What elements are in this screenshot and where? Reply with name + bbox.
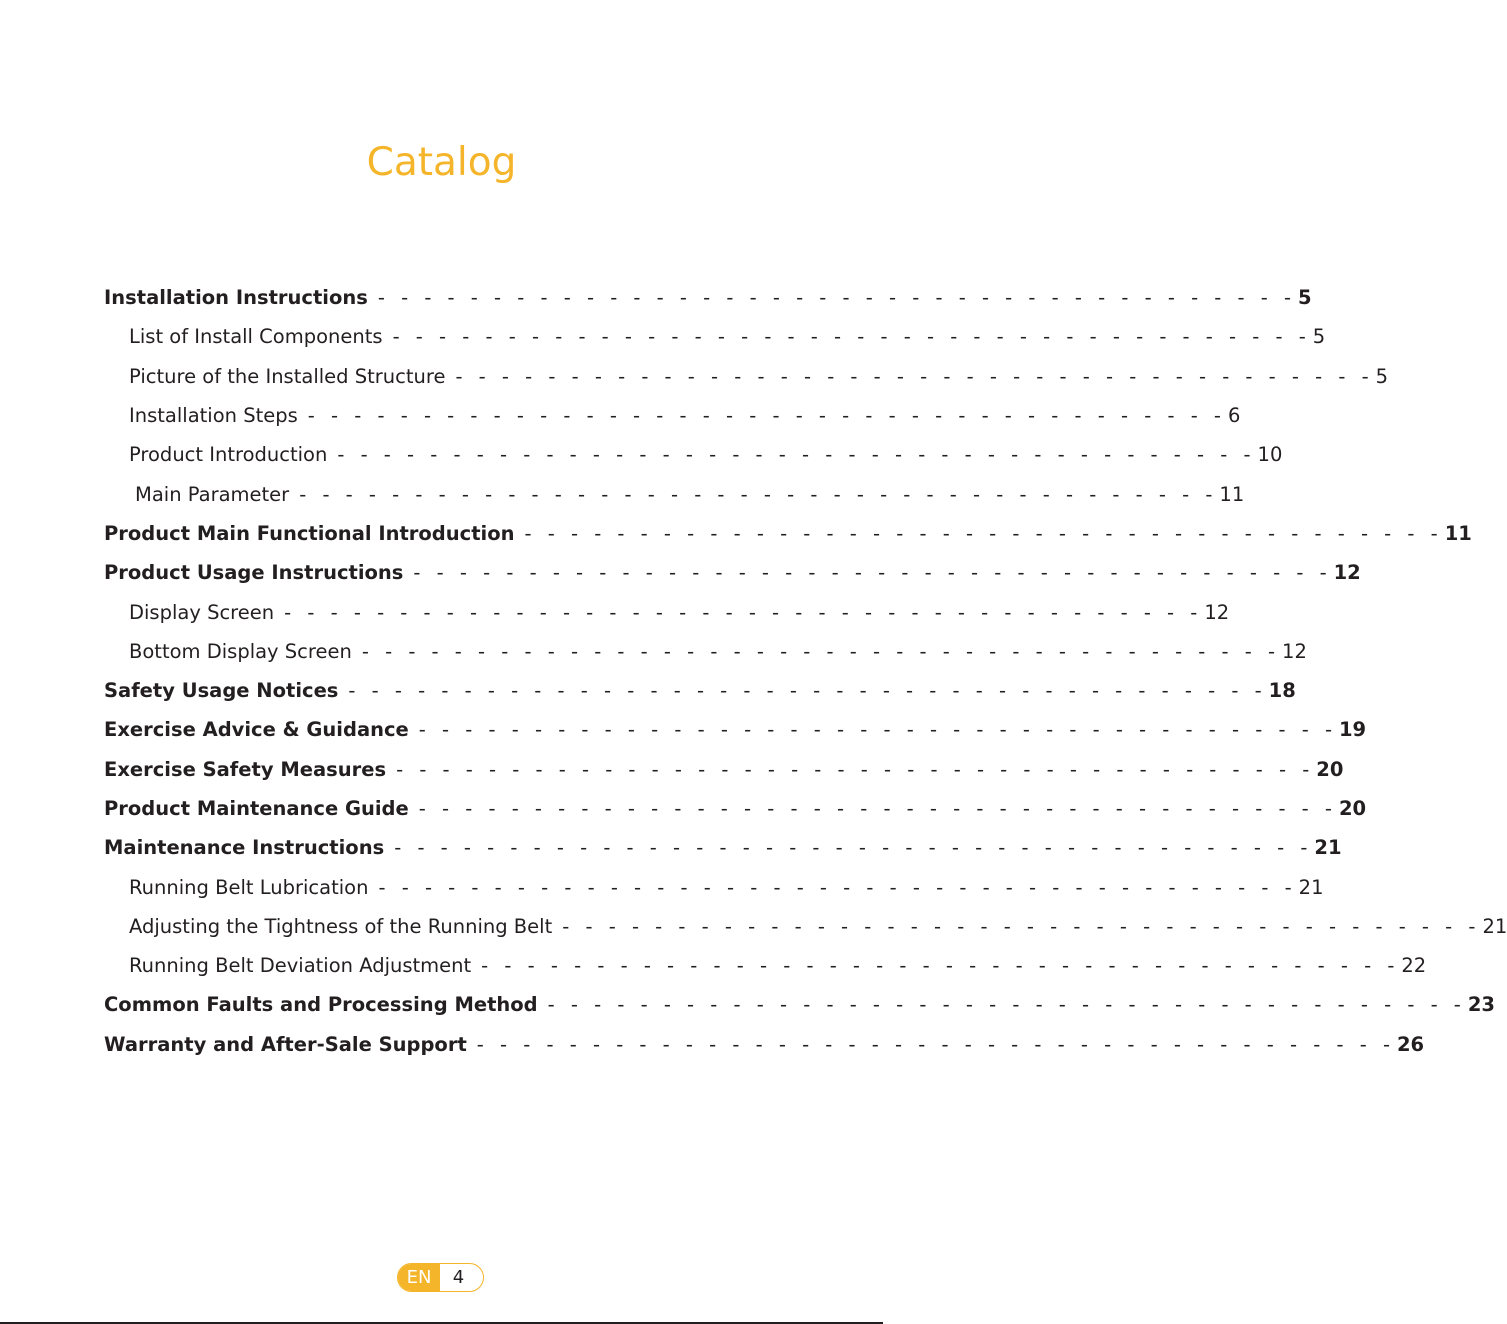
toc-entry-title: Adjusting the Tightness of the Running Belt: [129, 914, 553, 938]
toc-leader: - - - - - - - - - - - - - - - - - - - - - - - - - - - - - - - - - - - - - - - -: [396, 757, 1315, 781]
page-number-badge: [397, 1263, 484, 1292]
toc-entry-title: Display Screen: [129, 600, 275, 624]
toc-entry-page: 5: [1375, 364, 1389, 388]
toc-entry-title: List of Install Components: [129, 325, 383, 349]
table-of-contents: [104, 278, 1507, 1064]
toc-leader: - - - - - - - - - - - - - - - - - - - - - - - - - - - - - - - - - - - - - - - -: [348, 679, 1267, 703]
toc-leader: - - - - - - - - - - - - - - - - - - - - - - - - - - - - - - - - - - - - - - - -: [418, 797, 1337, 820]
toc-entry[interactable]: [104, 946, 1427, 985]
toc-entry-title: Main Parameter: [135, 482, 290, 506]
toc-entry-page: 10: [1257, 443, 1283, 467]
toc-leader: - - - - - - - - - - - - - - - - - - - - - - - - - - - - - - - - - - - - - - - -: [361, 639, 1281, 663]
toc-leader: - - - - - - - - - - - - - - - - - - - - - - - - - - - - - - - - - - - - - - - -: [307, 404, 1226, 428]
toc-leader: - - - - - - - - - - - - - - - - - - - - - - - - - - - - - - - - - - - - - - - -: [481, 954, 1400, 978]
toc-entry[interactable]: [104, 317, 1326, 356]
toc-entry-title: Maintenance Instructions: [104, 836, 385, 860]
toc-entry-title: Safety Usage Notices: [104, 679, 339, 703]
page-number: 4: [452, 1267, 465, 1288]
toc-entry[interactable]: [104, 710, 1367, 749]
toc-entry-page: 21: [1298, 875, 1324, 899]
toc-leader: - - - - - - - - - - - - - - - - - - - - - - - - - - - - - - - - - - - - - - - -: [562, 914, 1481, 938]
toc-entry-page: 26: [1396, 1032, 1425, 1056]
toc-leader: - - - - - - - - - - - - - - - - - - - - - - - - - - - - - - - - - - - - - - - -: [476, 1032, 1395, 1056]
toc-entry-page: 22: [1401, 954, 1427, 978]
toc-entry[interactable]: [104, 789, 1367, 828]
toc-entry-title: Running Belt Lubrication: [129, 875, 369, 899]
toc-entry[interactable]: [104, 514, 1472, 553]
toc-leader: - - - - - - - - - - - - - - - - - - - - - - - - - - - - - - - - - - - - - - - -: [337, 443, 1256, 467]
toc-entry[interactable]: [104, 474, 1245, 513]
toc-leader: - - - - - - - - - - - - - - - - - - - - - - - - - - - - - - - - - - - - - - - -: [284, 600, 1203, 624]
toc-entry-title: Common Faults and Processing Method: [104, 993, 538, 1017]
toc-leader: - - - - - - - - - - - - - - - - - - - - - - - - - - - - - - - - - - - - - - - -: [524, 521, 1443, 545]
toc-entry-title: Picture of the Installed Structure: [129, 364, 446, 388]
toc-entry[interactable]: [104, 750, 1344, 789]
toc-entry[interactable]: [104, 278, 1312, 317]
toc-entry-page: 11: [1444, 521, 1472, 545]
toc-entry-page: 19: [1338, 718, 1367, 742]
toc-leader: - - - - - - - - - - - - - - - - - - - - - - - - - - - - - - - - - - - - - - - -: [378, 875, 1297, 899]
toc-entry[interactable]: [104, 357, 1389, 396]
toc-leader: - - - - - - - - - - - - - - - - - - - - - - - - - - - - - - - - - - - - - - - -: [418, 718, 1337, 742]
toc-entry-page: 21: [1314, 836, 1342, 860]
toc-leader: - - - - - - - - - - - - - - - - - - - - - - - - - - - - - - - - - - - - - - - -: [413, 561, 1332, 585]
toc-entry-page: 12: [1333, 561, 1361, 585]
toc-entry-page: 18: [1268, 679, 1296, 703]
toc-entry-page: 5: [1298, 286, 1312, 310]
toc-entry-title: Running Belt Deviation Adjustment: [129, 954, 472, 978]
toc-leader: - - - - - - - - - - - - - - - - - - - - - - - - - - - - - - - - - - - - - - - -: [547, 993, 1466, 1017]
toc-entry-title: Product Main Functional Introduction: [104, 521, 515, 545]
toc-entry[interactable]: [104, 907, 1507, 946]
toc-entry-page: 20: [1316, 757, 1344, 781]
toc-entry[interactable]: [104, 553, 1361, 592]
toc-entry-title: Product Usage Instructions: [104, 561, 404, 585]
toc-entry-title: Installation Steps: [129, 404, 298, 428]
toc-entry-title: Installation Instructions: [104, 286, 368, 310]
toc-entry[interactable]: [104, 632, 1307, 671]
toc-entry-title: Exercise Safety Measures: [104, 757, 387, 781]
toc-leader: - - - - - - - - - - - - - - - - - - - - - - - - - - - - - - - - - - - - - - - -: [455, 364, 1374, 388]
language-label: EN: [398, 1264, 440, 1291]
toc-entry[interactable]: [104, 592, 1230, 631]
toc-entry-title: Product Maintenance Guide: [104, 797, 409, 820]
toc-entry-page: 20: [1338, 797, 1367, 820]
toc-leader: - - - - - - - - - - - - - - - - - - - - - - - - - - - - - - - - - - - - - - - -: [394, 836, 1313, 860]
toc-leader: - - - - - - - - - - - - - - - - - - - - - - - - - - - - - - - - - - - - - - - -: [299, 482, 1218, 506]
toc-leader: - - - - - - - - - - - - - - - - - - - - - - - - - - - - - - - - - - - - - - - -: [392, 325, 1311, 349]
toc-entry-page: 6: [1227, 404, 1241, 428]
toc-entry-title: Warranty and After-Sale Support: [104, 1032, 467, 1056]
toc-entry[interactable]: [104, 828, 1342, 867]
toc-entry-title: Exercise Advice & Guidance: [104, 718, 409, 742]
page-title: Catalog: [366, 140, 517, 185]
toc-entry[interactable]: [104, 435, 1283, 474]
toc-entry-page: 12: [1282, 639, 1307, 663]
toc-entry-page: 5: [1312, 325, 1326, 349]
toc-entry-page: 12: [1204, 600, 1230, 624]
toc-entry[interactable]: [104, 671, 1296, 710]
toc-entry-page: 23: [1467, 993, 1495, 1017]
toc-entry-page: 21: [1482, 914, 1507, 938]
toc-entry[interactable]: [104, 396, 1241, 435]
toc-entry-page: 11: [1219, 482, 1245, 506]
toc-entry-title: Product Introduction: [129, 443, 328, 467]
toc-entry-title: Bottom Display Screen: [129, 639, 352, 663]
toc-entry[interactable]: [104, 867, 1324, 906]
toc-entry[interactable]: [104, 985, 1495, 1024]
toc-leader: - - - - - - - - - - - - - - - - - - - - - - - - - - - - - - - - - - - - - - - -: [377, 286, 1297, 310]
toc-entry[interactable]: [104, 1025, 1425, 1064]
